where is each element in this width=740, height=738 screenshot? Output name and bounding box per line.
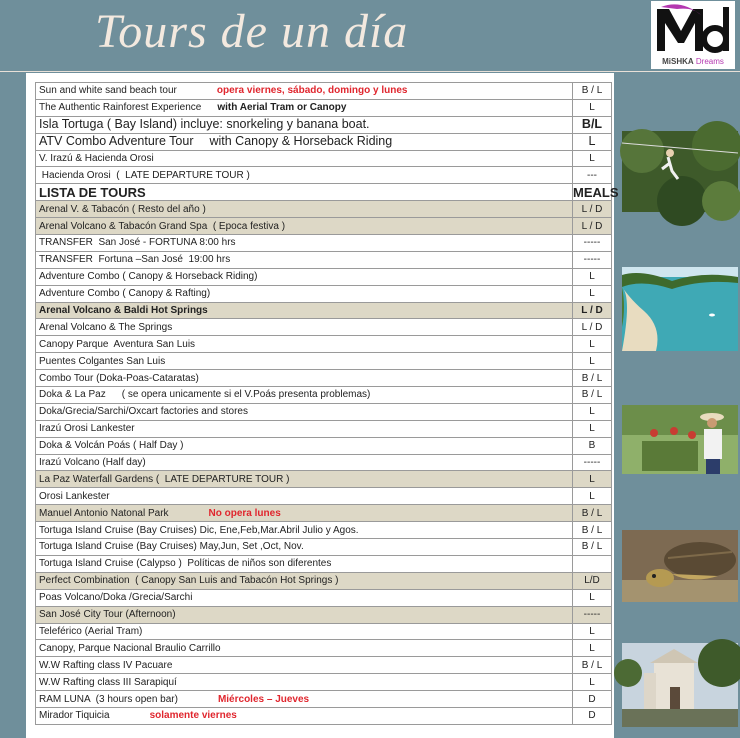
sea-turtle-photo <box>622 530 738 602</box>
meals-cell: B / L <box>573 387 612 404</box>
meals-cell: L/D <box>573 572 612 589</box>
tour-name: Arenal Volcano & Baldi Hot Springs <box>39 305 208 317</box>
page-title: Tours de un día <box>95 5 409 58</box>
tour-name-cell <box>36 488 573 505</box>
tour-row <box>36 674 612 691</box>
meals-cell: MEALS <box>573 184 619 200</box>
meals-cell: B / L <box>573 657 612 674</box>
meals-cell: L <box>573 353 612 370</box>
church-photo <box>622 643 738 727</box>
tour-row <box>36 150 612 167</box>
meals-cell: L <box>573 150 612 167</box>
tour-name-cell <box>36 420 573 437</box>
meals-cell: B / L <box>573 83 612 100</box>
meals-cell: ----- <box>573 251 612 268</box>
meals-cell: L <box>573 285 612 302</box>
tour-row <box>36 353 612 370</box>
meals-cell: B/L <box>573 116 612 133</box>
meals-cell: L <box>573 268 612 285</box>
tour-name-cell <box>36 539 573 556</box>
tour-name-cell <box>36 336 573 353</box>
tour-name-cell <box>36 640 573 657</box>
tour-name-cell <box>36 83 573 100</box>
tour-row <box>36 555 612 572</box>
tour-name: Arenal Volcano & The Springs <box>39 321 173 333</box>
tour-note: with Aerial Tram or Canopy <box>217 102 347 114</box>
tour-name: Sun and white sand beach tour <box>39 85 177 97</box>
tour-row <box>36 606 612 623</box>
tour-row <box>36 539 612 556</box>
tour-row <box>36 201 612 218</box>
tour-name: Manuel Antonio Natonal Park <box>39 507 169 519</box>
tour-table <box>35 82 619 725</box>
tour-name-cell <box>36 116 573 133</box>
tour-name-cell <box>36 623 573 640</box>
tour-name-cell <box>36 99 573 116</box>
tour-row <box>36 623 612 640</box>
tour-name: Puentes Colgantes San Luis <box>39 355 166 367</box>
logo-wordmark: MiSHKA Dreams <box>662 57 724 66</box>
tour-row <box>36 336 612 353</box>
tour-row <box>36 437 612 454</box>
tour-row <box>36 235 612 252</box>
tour-name: RAM LUNA (3 hours open bar) <box>39 693 178 705</box>
tour-row <box>36 589 612 606</box>
tour-note: Miércoles – Jueves <box>217 693 310 705</box>
mishka-dreams-logo <box>651 1 735 69</box>
tour-note: opera viernes, sábado, domingo y lunes <box>216 85 408 97</box>
tour-name: San José City Tour (Afternoon) <box>39 609 176 621</box>
tour-note: ( se opera unicamente si el V.Poás presenta problemas) <box>121 389 371 401</box>
tour-name: The Authentic Rainforest Experience <box>39 102 202 114</box>
tour-name: Doka/Grecia/Sarchi/Oxcart factories and stores <box>39 406 248 418</box>
meals-cell: L / D <box>573 319 612 336</box>
meals-cell: L <box>573 589 612 606</box>
tour-name-cell <box>36 454 573 471</box>
tour-name: Irazú Volcano (Half day) <box>39 457 146 469</box>
tour-name-cell <box>36 201 573 218</box>
tour-name: V. Irazú & Hacienda Orosi <box>39 153 154 164</box>
tour-row <box>36 167 612 184</box>
tour-name: Isla Tortuga ( Bay Island) incluye: snorkeling y banana boat. <box>39 117 370 132</box>
tour-name-cell <box>36 437 573 454</box>
tour-name: TRANSFER San José - FORTUNA 8:00 hrs <box>39 237 236 249</box>
tour-row <box>36 285 612 302</box>
tour-name-cell <box>36 268 573 285</box>
mishka-logo-mark <box>651 1 735 57</box>
meals-cell: L <box>573 336 612 353</box>
tour-name: Combo Tour (Doka-Poas-Cataratas) <box>39 372 199 384</box>
tour-name-cell <box>36 235 573 252</box>
tour-name: Arenal Volcano & Tabacón Grand Spa ( Epoca festiva ) <box>39 220 286 232</box>
meals-cell: B <box>573 437 612 454</box>
tour-list-sheet <box>26 73 619 738</box>
tour-name: W.W Rafting class IV Pacuare <box>39 659 173 671</box>
tour-row <box>36 454 612 471</box>
meals-cell: D <box>573 691 612 708</box>
tour-name: Mirador Tiquicia <box>39 710 110 722</box>
tour-row <box>36 370 612 387</box>
meals-cell: B / L <box>573 522 612 539</box>
tour-name-cell <box>36 674 573 691</box>
tour-row <box>36 420 612 437</box>
meals-cell: L <box>573 420 612 437</box>
tour-row <box>36 657 612 674</box>
tour-note: No opera lunes <box>208 507 281 519</box>
tour-name: Poas Volcano/Doka /Grecia/Sarchi <box>39 592 193 604</box>
tour-name-cell <box>36 505 573 522</box>
coffee-farmer-photo <box>622 405 738 474</box>
meals-cell: B / L <box>573 370 612 387</box>
tour-name: TRANSFER Fortuna –San José 19:00 hrs <box>39 254 231 266</box>
tour-row <box>36 268 612 285</box>
meals-cell <box>573 555 612 572</box>
tour-name-cell <box>36 133 573 150</box>
meals-cell: L <box>573 99 612 116</box>
meals-cell: L <box>573 674 612 691</box>
tour-name: W.W Rafting class III Sarapiquí <box>39 676 177 688</box>
tour-name-cell <box>36 691 573 708</box>
tour-name-cell <box>36 707 573 724</box>
meals-cell: D <box>573 707 612 724</box>
tour-name-cell <box>36 353 573 370</box>
tour-name-cell <box>36 657 573 674</box>
tour-row <box>36 387 612 404</box>
tour-name-cell <box>36 319 573 336</box>
tour-row <box>36 116 612 133</box>
tour-row <box>36 319 612 336</box>
tour-row <box>36 572 612 589</box>
meals-cell: L / D <box>573 218 612 235</box>
tour-name-cell <box>36 184 573 201</box>
tour-name: Tortuga Island Cruise (Bay Cruises) May,Jun, Set ,Oct, Nov. <box>39 541 304 553</box>
tour-name-cell <box>36 218 573 235</box>
tour-row <box>36 471 612 488</box>
tour-row <box>36 302 612 319</box>
tour-row <box>36 218 612 235</box>
meals-cell: --- <box>573 167 612 184</box>
meals-cell: L <box>573 133 612 150</box>
tour-name: Canopy Parque Aventura San Luis <box>39 338 196 350</box>
tour-name-cell <box>36 606 573 623</box>
tour-name-cell <box>36 285 573 302</box>
tour-name: Tortuga Island Cruise (Calypso ) Políticas de niños son diferentes <box>39 558 332 570</box>
tour-name: LISTA DE TOURS <box>39 184 146 200</box>
tour-name: Orosi Lankester <box>39 490 110 502</box>
meals-cell: B / L <box>573 505 612 522</box>
tour-row <box>36 133 612 150</box>
tour-row <box>36 707 612 724</box>
tour-name: Doka & La Paz <box>39 389 106 401</box>
tour-name-cell <box>36 589 573 606</box>
tour-name-cell <box>36 302 573 319</box>
tour-row <box>36 691 612 708</box>
meals-cell: L <box>573 640 612 657</box>
meals-cell: ----- <box>573 606 612 623</box>
tour-name: Irazú Orosi Lankester <box>39 423 135 435</box>
tour-name-cell <box>36 471 573 488</box>
meals-cell: ----- <box>573 235 612 252</box>
tour-name-cell <box>36 555 573 572</box>
tour-row <box>36 640 612 657</box>
tour-row <box>36 522 612 539</box>
meals-cell: L / D <box>573 201 612 218</box>
meals-cell: L / D <box>573 302 612 319</box>
tour-name: Adventure Combo ( Canopy & Horseback Riding) <box>39 271 258 283</box>
tour-name: Hacienda Orosi ( LATE DEPARTURE TOUR ) <box>39 169 250 181</box>
tour-row <box>36 403 612 420</box>
meals-cell: ----- <box>573 454 612 471</box>
tour-note: with Canopy & Horseback Riding <box>209 134 393 149</box>
beach-island-photo <box>622 267 738 351</box>
tour-name-cell <box>36 387 573 404</box>
tour-name-cell <box>36 522 573 539</box>
tour-name: Perfect Combination ( Canopy San Luis and Tabacón Hot Springs ) <box>39 575 339 587</box>
tour-name: Doka & Volcán Poás ( Half Day ) <box>39 440 184 452</box>
tour-row <box>36 184 612 201</box>
tour-name-cell <box>36 167 573 184</box>
tour-name: Arenal V. & Tabacón ( Resto del año ) <box>39 203 206 215</box>
meals-cell: L <box>573 488 612 505</box>
meals-cell: L <box>573 471 612 488</box>
tour-name-cell <box>36 403 573 420</box>
tour-row <box>36 488 612 505</box>
meals-cell: L <box>573 403 612 420</box>
title-divider <box>0 71 740 72</box>
tour-name-cell <box>36 370 573 387</box>
tour-name: ATV Combo Adventure Tour <box>39 134 194 149</box>
tour-name-cell <box>36 150 573 167</box>
tour-name: La Paz Waterfall Gardens ( LATE DEPARTURE TOUR ) <box>39 473 290 485</box>
tour-name: Canopy, Parque Nacional Braulio Carrillo <box>39 642 221 654</box>
canopy-zipline-photo <box>622 131 738 212</box>
tour-row <box>36 83 612 100</box>
tour-row <box>36 251 612 268</box>
tour-name-cell <box>36 251 573 268</box>
meals-cell: B / L <box>573 539 612 556</box>
tour-name-cell <box>36 572 573 589</box>
tour-row <box>36 505 612 522</box>
tour-name: Tortuga Island Cruise (Bay Cruises) Dic, Ene,Feb,Mar.Abril Julio y Agos. <box>39 524 359 536</box>
tour-row <box>36 99 612 116</box>
meals-cell: L <box>573 623 612 640</box>
tour-name: Teleférico (Aerial Tram) <box>39 625 143 637</box>
tour-note: solamente viernes <box>149 710 237 722</box>
tour-name: Adventure Combo ( Canopy & Rafting) <box>39 288 211 300</box>
